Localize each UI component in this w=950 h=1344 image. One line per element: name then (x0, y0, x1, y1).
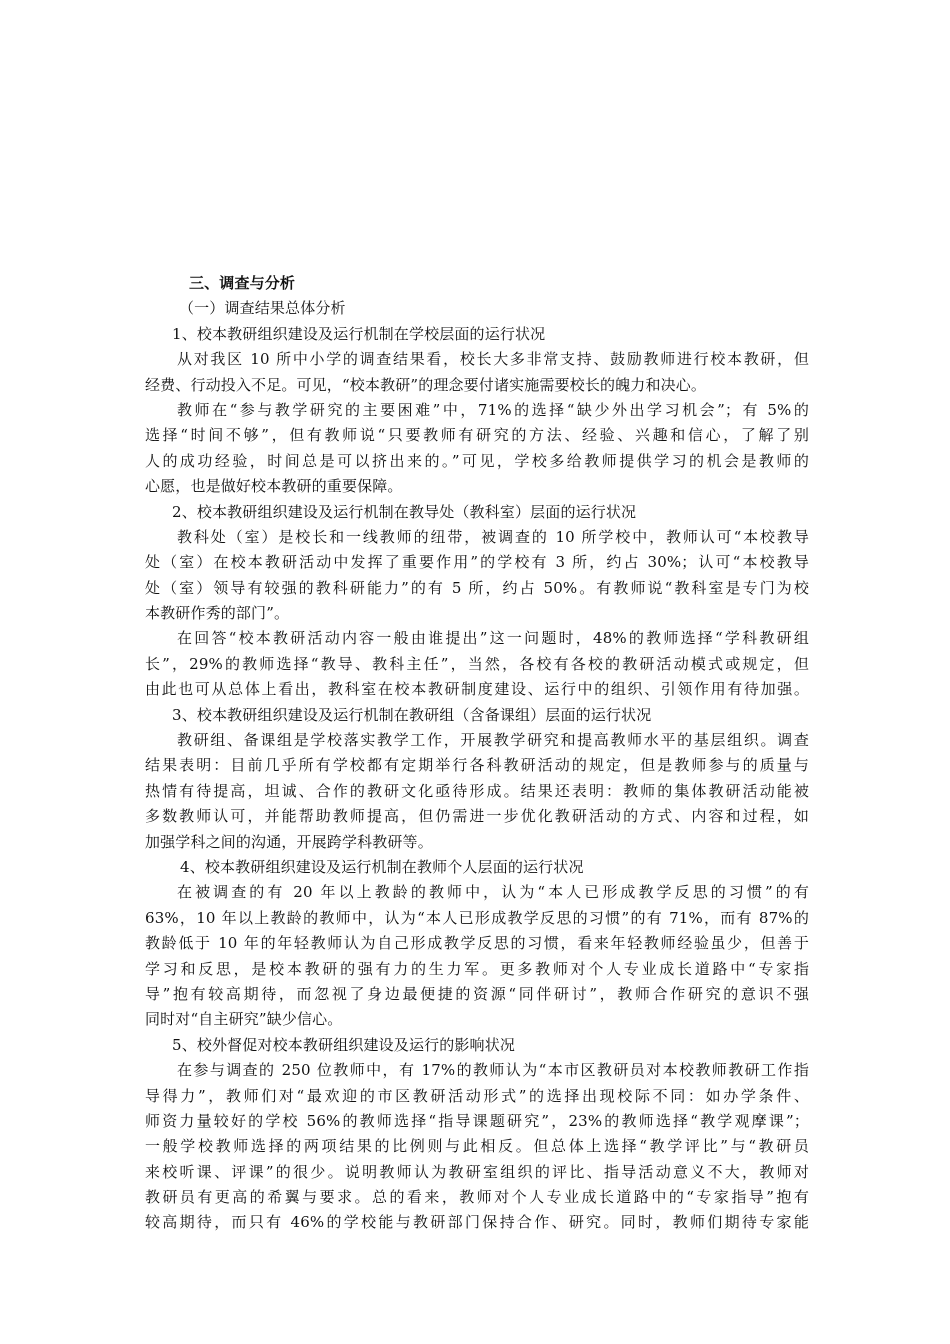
item-4-title: 4、校本教研组织建设及运行机制在教师个人层面的运行状况 (180, 857, 584, 876)
paragraph-line: 由此也可从总体上看出，教科室在校本教研制度建设、运行中的组织、引领作用有待加强。 (145, 680, 809, 699)
paragraph-line: 在参与调查的 250 位教师中，有 17%的教师认为“本市区教研员对本校教师教研工作指 (177, 1061, 809, 1080)
paragraph-line: 加强学科之间的沟通，开展跨学科教研等。 (145, 832, 433, 851)
paragraph-line: 多数教师认可，并能帮助教师提高，但仍需进一步优化教研活动的方式、内容和过程，如 (145, 807, 809, 826)
paragraph-line: 教科处（室）是校长和一线教师的纽带，被调查的 10 所学校中，教师认可“本校教导 (177, 527, 809, 546)
paragraph-line: 处（室）在校本教研活动中发挥了重要作用”的学校有 3 所，约占 30%；认可“本校教导 (145, 553, 809, 572)
paragraph-line: 63%，10 年以上教龄的教师中，认为“本人已形成教学反思的习惯”的有 71%，而有 87%的 (145, 908, 809, 927)
paragraph-line: 选择“时间不够”，但有教师说“只要教师有研究的方法、经验、兴趣和信心，了解了别 (145, 426, 809, 445)
item-2-title: 2、校本教研组织建设及运行机制在教导处（教科室）层面的运行状况 (172, 502, 637, 521)
item-5-title: 5、校外督促对校本教研组织建设及运行的影响状况 (172, 1035, 515, 1054)
document-body (145, 271, 809, 1236)
paragraph-line: 教龄低于 10 年的年轻教师认为自己形成教学反思的习惯，看来年轻教师经验虽少，但善于 (145, 934, 809, 953)
paragraph-line: 一般学校教师选择的两项结果的比例则与此相反。但总体上选择“教学评比”与“教研员 (145, 1137, 809, 1156)
paragraph-line: 教研组、备课组是学校落实教学工作，开展教学研究和提高教师水平的基层组织。调查 (177, 731, 809, 750)
paragraph-line: 教师在“参与教学研究的主要困难”中，71%的选择“缺少外出学习机会”；有 5%的 (177, 400, 809, 419)
paragraph-line: 同时对“自主研究”缺少信心。 (145, 1010, 343, 1029)
paragraph-line: 学习和反思，是校本教研的强有力的生力军。更多教师对个人专业成长道路中“专家指 (145, 959, 809, 978)
item-1-title: 1、校本教研组织建设及运行机制在学校层面的运行状况 (172, 324, 546, 343)
paragraph-line: 心愿，也是做好校本教研的重要保障。 (145, 477, 403, 496)
paragraph-line: 长”，29%的教师选择“教导、教科主任”，当然，各校有各校的教研活动模式或规定，但 (145, 654, 809, 673)
paragraph-line: 热情有待提高，坦诚、合作的教研文化亟待形成。结果还表明：教师的集体教研活动能被 (145, 781, 809, 800)
paragraph-line: 人的成功经验，时间总是可以挤出来的。”可见，学校多给教师提供学习的机会是教师的 (145, 451, 809, 470)
paragraph-line: 经费、行动投入不足。可见，“校本教研”的理念要付诸实施需要校长的魄力和决心。 (145, 375, 707, 394)
paragraph-line: 来校听课、评课”的很少。说明教师认为教研室组织的评比、指导活动意义不大，教师对 (145, 1162, 809, 1181)
paragraph-line: 处（室）领导有较强的教科研能力”的有 5 所，约占 50%。有教师说“教科室是专门为校 (145, 578, 809, 597)
paragraph-line: 结果表明：目前几乎所有学校都有定期举行各科教研活动的规定，但是教师参与的质量与 (145, 756, 809, 775)
paragraph-line: 从对我区 10 所中小学的调查结果看，校长大多非常支持、鼓励教师进行校本教研，但 (177, 350, 809, 369)
paragraph-line: 在被调查的有 20 年以上教龄的教师中，认为“本人已形成教学反思的习惯”的有 (177, 883, 809, 902)
paragraph-line: 较高期待，而只有 46%的学校能与教研部门保持合作、研究。同时，教师们期待专家能 (145, 1213, 809, 1232)
paragraph-line: 导”抱有较高期待，而忽视了身边最便捷的资源“同伴研讨”，教师合作研究的意识不强 (145, 984, 809, 1003)
paragraph-line: 导得力”，教师们对“最欢迎的市区教研活动形式”的选择出现校际不同：如办学条件、 (145, 1086, 809, 1105)
paragraph-line: 师资力量较好的学校 56%的教师选择“指导课题研究”，23%的教师选择“教学观摩课”； (145, 1111, 809, 1130)
item-3-title: 3、校本教研组织建设及运行机制在教研组（含备课组）层面的运行状况 (172, 705, 652, 724)
section-title: 三、调查与分析 (189, 274, 296, 292)
paragraph-line: 本教研作秀的部门”。 (145, 604, 290, 623)
subsection-title: （一）调查结果总体分析 (179, 299, 346, 318)
paragraph-line: 教研员有更高的希翼与要求。总的看来，教师对个人专业成长道路中的“专家指导”抱有 (145, 1188, 809, 1207)
paragraph-line: 在回答“校本教研活动内容一般由谁提出”这一问题时，48%的教师选择“学科教研组 (177, 629, 809, 648)
